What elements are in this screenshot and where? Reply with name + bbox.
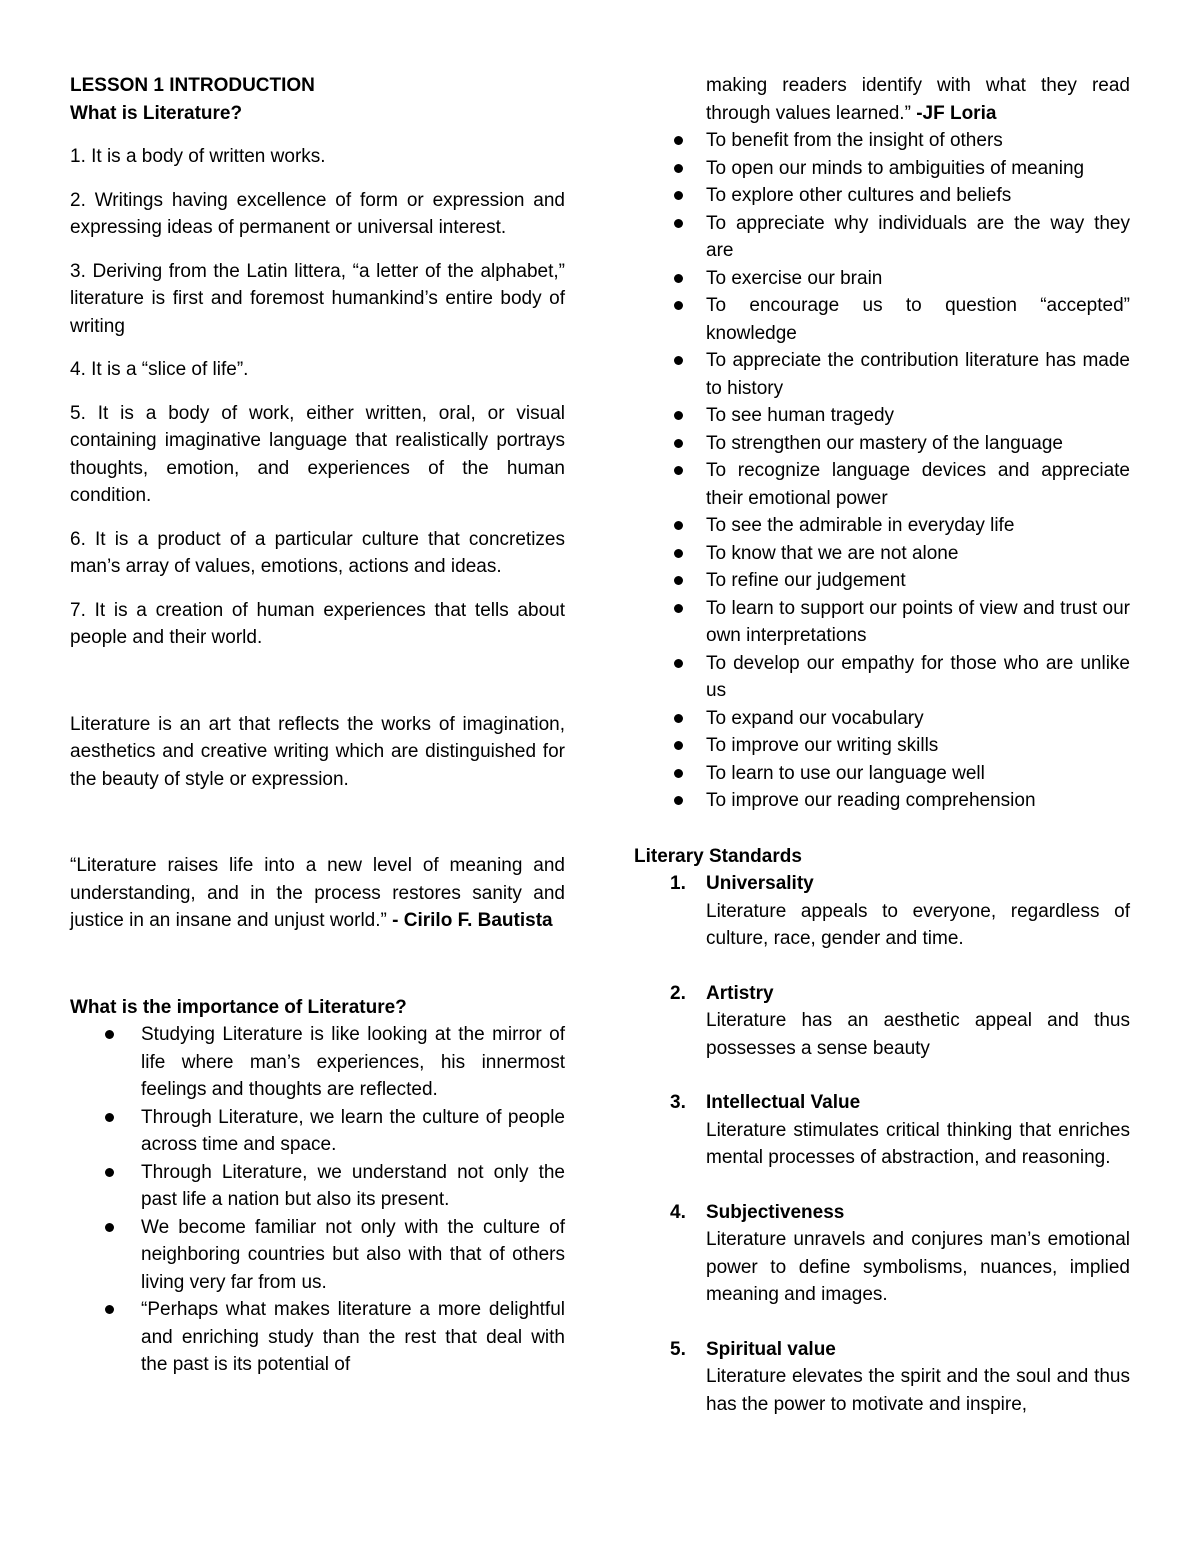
importance-heading: What is the importance of Literature? — [70, 996, 407, 1018]
bullet-icon — [674, 769, 683, 778]
bullet-icon — [105, 1030, 114, 1039]
standard-title: Artistry — [706, 982, 774, 1004]
standard-subjectiveness: 4. Subjectiveness Literature unravels and conjures man’s emotional power to define symbolisms, nuances, implied meaning and images. — [634, 1199, 1130, 1309]
definition-5: 5. It is a body of work, either written, oral, or visual containing imaginative language that realistically portrays thoughts, emotion, and experiences of the human condition. — [70, 402, 565, 506]
list-item: To encourage us to question “accepted” knowledge — [634, 292, 1130, 347]
bullet-icon — [105, 1305, 114, 1314]
definition-3: 3. Deriving from the Latin littera, “a letter of the alphabet,” literature is first and foremost humankind’s entire body of writing — [70, 260, 565, 337]
definition-1: 1. It is a body of written works. — [70, 146, 326, 167]
list-item: To learn to use our language well — [634, 760, 1130, 788]
bullet-icon — [674, 521, 683, 530]
list-item: To improve our reading comprehension — [634, 787, 1130, 815]
quote-text: “Literature raises life into a new level of meaning and understanding, and in the process restores sanity and justice in an insane and unjust world.” — [70, 855, 565, 931]
cirilo-quote — [70, 852, 565, 935]
definition-2: 2. Writings having excellence of form or expression and expressing ideas of permanent or universal interest. — [70, 189, 565, 238]
standard-title: Intellectual Value — [706, 1092, 861, 1113]
bullet-icon — [105, 1168, 114, 1177]
list-item: To strengthen our mastery of the language — [634, 430, 1130, 458]
list-item: To see human tragedy — [634, 402, 1130, 430]
list-item: We become familiar not only with the culture of neighboring countries but also with that of others living very far from us. — [70, 1214, 565, 1297]
bullet-icon — [674, 714, 683, 723]
bullet-icon — [674, 136, 683, 145]
right-column — [634, 72, 1130, 1445]
standard-spiritual-value: 5. Spiritual value Literature elevates the spirit and the soul and thus has the power to motivate and inspire, — [634, 1336, 1130, 1419]
list-item: To learn to support our points of view and trust our own interpretations — [634, 595, 1130, 650]
list-item: To benefit from the insight of others — [634, 127, 1130, 155]
list-item: Through Literature, we understand not only the past life a nation but also its present. — [70, 1159, 565, 1214]
bullet-icon — [674, 191, 683, 200]
quote-author: - Cirilo F. Bautista — [386, 910, 553, 931]
definition-4: 4. It is a “slice of life”. — [70, 359, 249, 380]
standard-title: Subjectiveness — [706, 1201, 845, 1223]
bullet-icon — [674, 164, 683, 173]
list-item-continuation: making readers identify with what they read through values learned.” -JF Loria — [706, 75, 1130, 124]
bullet-icon — [674, 604, 683, 613]
list-item: To improve our writing skills — [634, 732, 1130, 760]
bullet-icon — [674, 549, 683, 558]
list-item: To refine our judgement — [634, 567, 1130, 595]
bullet-icon — [674, 356, 683, 365]
bullet-icon — [674, 411, 683, 420]
bullet-icon — [674, 741, 683, 750]
bullet-icon — [674, 576, 683, 585]
definition-6: 6. It is a product of a particular culture that concretizes man’s array of values, emotions, actions and ideas. — [70, 528, 565, 577]
left-column — [70, 72, 565, 1379]
bullet-icon — [674, 301, 683, 310]
standard-title: Spiritual value — [706, 1338, 836, 1360]
list-item: Through Literature, we learn the culture of people across time and space. — [70, 1104, 565, 1159]
lesson-title: LESSON 1 INTRODUCTION — [70, 75, 315, 96]
list-item: To explore other cultures and beliefs — [634, 182, 1130, 210]
list-item: To open our minds to ambiguities of meaning — [634, 155, 1130, 183]
standard-desc: Literature stimulates critical thinking that enriches mental processes of abstraction, and reasoning. — [706, 1119, 1130, 1168]
importance-list-continued — [634, 72, 1130, 127]
bullet-icon — [674, 219, 683, 228]
list-item: To appreciate the contribution literature has made to history — [634, 347, 1130, 402]
list-item: To see the admirable in everyday life — [634, 512, 1130, 540]
loria-author: -JF Loria — [916, 102, 997, 124]
list-item: To appreciate why individuals are the way they are — [634, 210, 1130, 265]
bullet-icon — [674, 466, 683, 475]
definition-7: 7. It is a creation of human experiences that tells about people and their world. — [70, 599, 565, 648]
list-item: To know that we are not alone — [634, 540, 1130, 568]
standard-universality: 1. Universality Literature appeals to everyone, regardless of culture, race, gender and time. — [634, 870, 1130, 953]
standard-desc: Literature elevates the spirit and the soul and thus has the power to motivate and inspire, — [706, 1366, 1130, 1415]
standards-heading: Literary Standards — [634, 845, 802, 867]
standard-artistry: 2. Artistry Literature has an aesthetic appeal and thus possesses a sense beauty — [634, 980, 1130, 1063]
bullet-icon — [674, 796, 683, 805]
bullet-icon — [674, 274, 683, 283]
standards-list — [634, 870, 1130, 1418]
definitions-heading: What is Literature? — [70, 102, 243, 124]
list-item: Studying Literature is like looking at the mirror of life where man’s experiences, his innermost feelings and thoughts are reflected. — [70, 1021, 565, 1104]
reasons-list — [634, 127, 1130, 815]
standard-title: Universality — [706, 873, 814, 894]
bullet-icon — [674, 439, 683, 448]
bullet-icon — [105, 1223, 114, 1232]
list-item: To exercise our brain — [634, 265, 1130, 293]
bullet-icon — [674, 659, 683, 668]
list-item: To expand our vocabulary — [634, 705, 1130, 733]
importance-list — [70, 1021, 565, 1379]
standard-intellectual-value: 3. Intellectual Value Literature stimulates critical thinking that enriches mental processes of abstraction, and reasoning. — [634, 1089, 1130, 1172]
standard-desc: Literature unravels and conjures man’s emotional power to define symbolisms, nuances, implied meaning and images. — [706, 1229, 1130, 1305]
list-item: “Perhaps what makes literature a more delightful and enriching study than the rest that deal with the past is its potential of — [70, 1296, 565, 1379]
standard-desc: Literature has an aesthetic appeal and thus possesses a sense beauty — [706, 1010, 1130, 1059]
standard-desc: Literature appeals to everyone, regardless of culture, race, gender and time. — [706, 900, 1130, 949]
art-paragraph: Literature is an art that reflects the works of imagination, aesthetics and creative writing which are distinguished for the beauty of style or expression. — [70, 713, 565, 790]
bullet-icon — [105, 1113, 114, 1122]
list-item: To recognize language devices and appreciate their emotional power — [634, 457, 1130, 512]
list-item: To develop our empathy for those who are unlike us — [634, 650, 1130, 705]
